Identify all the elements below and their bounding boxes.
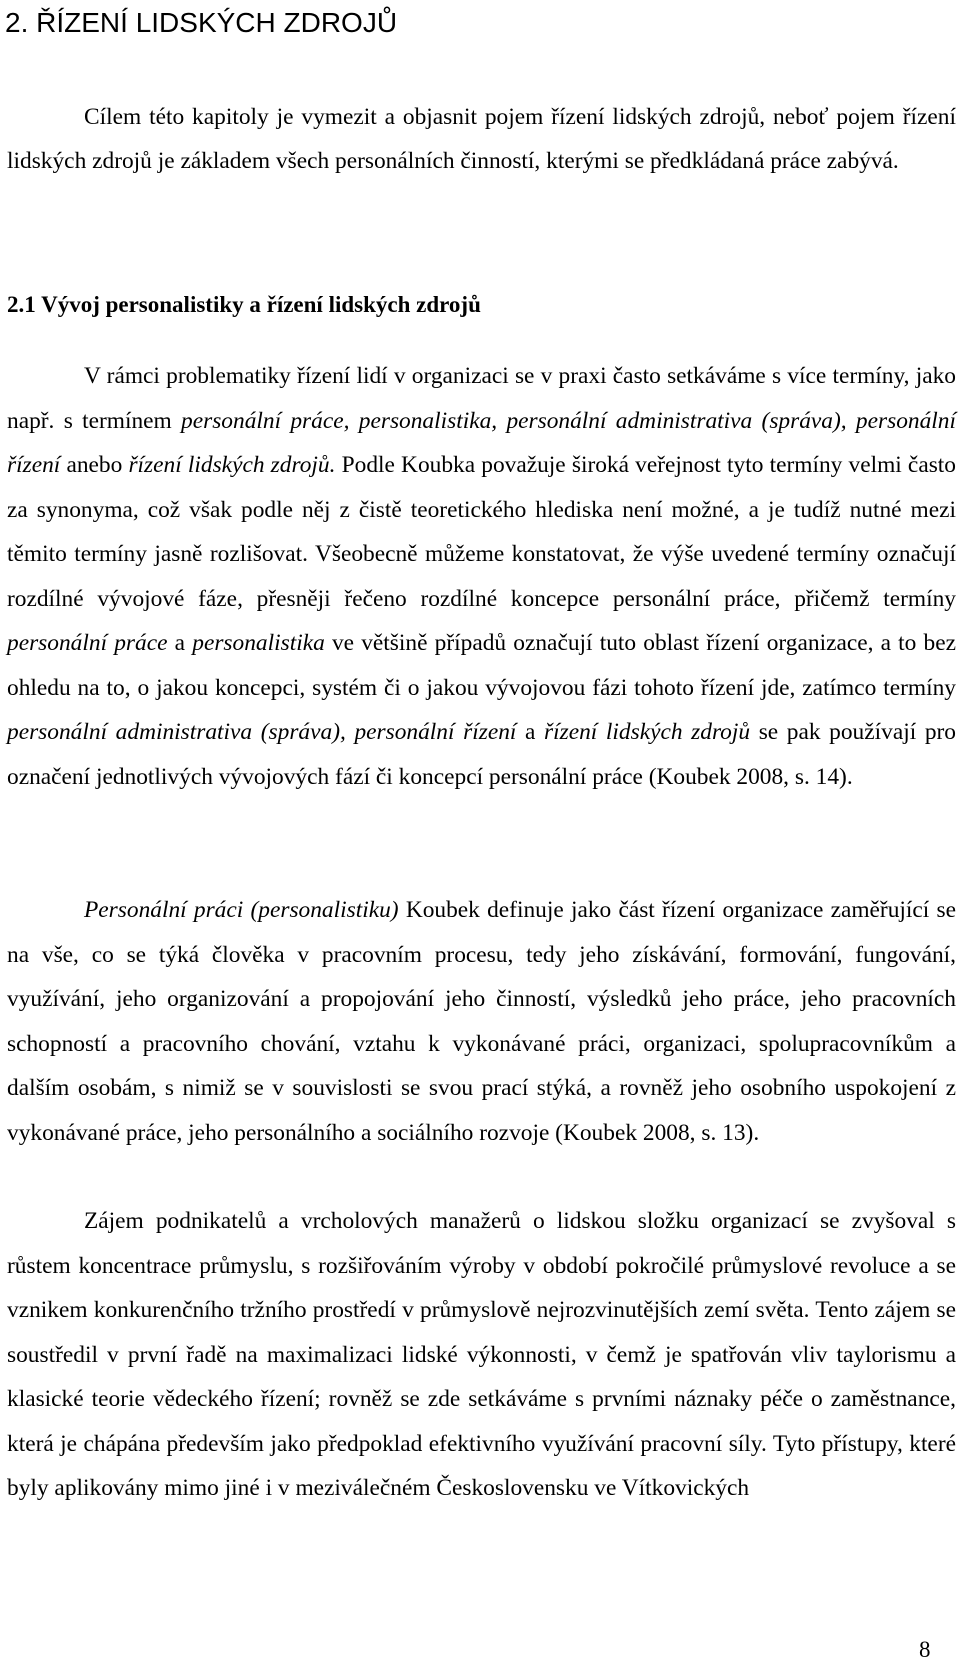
section-title: 2.1 Vývoj personalistiky a řízení lidských zdrojů bbox=[7, 292, 481, 317]
paragraph-definition bbox=[7, 888, 956, 1155]
text-run: a bbox=[516, 719, 545, 745]
text-run: Podle Koubka považuje široká veřejnost tyto termíny velmi často za synonyma, což však podle něj z čistě teoretického hlediska není možné, a je tudíž nutné mezi těmito termíny jasně rozlišovat. Všeobecně můžeme konstatovat, že výše uvedené termíny označují rozdílné vývojové fáze, přesněji řečeno rozdílné koncepce personální práce, přičemž termíny bbox=[7, 452, 956, 612]
text-run: ve většině případů označují tuto oblast řízení organizace, a to bez ohledu na to, o jakou koncepci, systém či o jakou vývojovou fázi tohoto řízení jde, zatímco termíny bbox=[7, 630, 957, 701]
italic-term: řízení lidských zdrojů bbox=[544, 719, 751, 745]
italic-term: personální administrativa (správa), personální řízení bbox=[7, 719, 517, 745]
italic-term: personalistika bbox=[192, 630, 325, 656]
text-run: anebo bbox=[60, 452, 129, 478]
paragraph-terms bbox=[7, 354, 956, 799]
italic-term: Personální práci (personalistiku) bbox=[84, 897, 399, 923]
text-run: V rámci problematiky řízení lidí v organizaci se v praxi často setkáváme s více termíny, jako např. s termínem bbox=[7, 363, 956, 434]
text-run: se pak používají pro označení jednotlivých vývojových fází či koncepcí personální práce (Koubek 2008, s. 14). bbox=[7, 719, 956, 790]
italic-term: řízení lidských zdrojů. bbox=[128, 452, 336, 478]
page-number: 8 bbox=[919, 1637, 931, 1662]
text-run: a bbox=[167, 630, 193, 656]
chapter-title: 2. ŘÍZENÍ LIDSKÝCH ZDROJŮ bbox=[5, 7, 398, 38]
italic-term: personální práce bbox=[7, 630, 168, 656]
intro-paragraph: Cílem této kapitoly je vymezit a objasnit pojem řízení lidských zdrojů, neboť pojem řízení lidských zdrojů je základem všech personálních činností, kterými se předkládaná práce zabývá. bbox=[7, 104, 956, 174]
italic-term: personální práce, personalistika, personální administrativa (správa), personální řízení bbox=[7, 407, 956, 478]
text-run: Koubek definuje jako část řízení organizace zaměřující se na vše, co se týká člověka v pracovním procesu, tedy jeho získávání, formování, fungování, využívání, jeho organizování a propojování jeho činností, výsledků jeho práce, jeho pracovních schopností a pracovního chování, vztahu k vykonávané práci, organizaci, spolupracovníkům a dalším osobám, s nimiž se v souvislosti se svou prací stýká, a rovněž jeho osobního uspokojení z vykonávané práce, jeho personálního a sociálního rozvoje (Koubek 2008, s. 13). bbox=[7, 897, 956, 1146]
text-run: Zájem podnikatelů a vrcholových manažerů o lidskou složku organizací se zvyšoval s růstem koncentrace průmyslu, s rozšiřováním výroby v období pokročilé průmyslové revoluce a se vznikem konkurenčního tržního prostředí v průmyslově nejrozvinutějších zemí světa. Tento zájem se soustředil v první řadě na maximalizaci lidské výkonnosti, v čemž je spatřován vliv taylorismu a klasické teorie vědeckého řízení; rovněž se zde setkáváme s prvními náznaky péče o zaměstnance, která je chápána především jako předpoklad efektivního využívání pracovní síly. Tyto přístupy, které byly aplikovány mimo jiné i v meziválečném Československu ve Vítkovických bbox=[7, 1208, 956, 1501]
paragraph-history bbox=[7, 1199, 956, 1511]
